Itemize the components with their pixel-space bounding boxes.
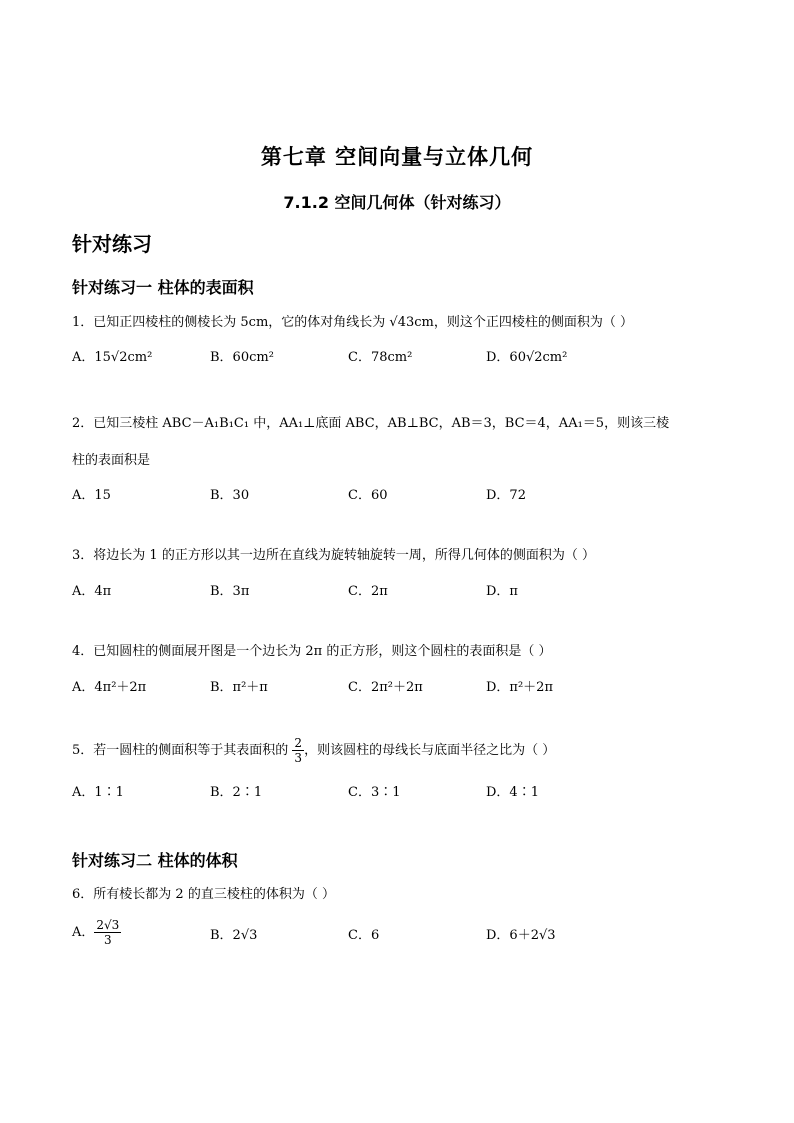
option-b: B．30 [210, 488, 250, 503]
option-a: A．15 [72, 488, 111, 503]
question-1-options [72, 346, 732, 368]
fraction-numerator: 2√3 [96, 918, 120, 932]
question-number: 2． [72, 416, 94, 431]
question-stem: 已知三棱柱 ABC－A₁B₁C₁ 中，AA₁⊥底面 ABC，AB⊥BC，AB＝3，BC＝4，AA₁＝5，则该三棱 [93, 416, 670, 431]
option-a: A．1∶1 [72, 785, 124, 800]
option-d: D．6＋2√3 [486, 928, 556, 943]
question-6-options [72, 918, 732, 954]
option-a: A．4π²＋2π [72, 680, 147, 695]
option-d: D．π [486, 584, 518, 599]
question-5-options [72, 781, 732, 803]
option-c: C．2π²＋2π [348, 680, 423, 695]
option-d: D．60√2cm² [486, 350, 568, 365]
option-c: C．60 [348, 488, 388, 503]
part2-heading: 针对练习二 柱体的体积 [72, 851, 238, 870]
option-b: B．3π [210, 584, 250, 599]
question-stem-start: 若一圆柱的侧面积等于其表面积的 [93, 743, 293, 758]
question-1 [72, 313, 732, 333]
option-c: C．3∶1 [348, 785, 401, 800]
fraction-denominator: 3 [294, 751, 303, 765]
question-number: 5． [72, 743, 94, 758]
question-3 [72, 546, 732, 566]
option-b: B．60cm² [210, 350, 274, 365]
option-a-fraction [94, 918, 121, 947]
question-stem-end: ，则该圆柱的母线长与底面半径之比为（ ） [304, 743, 556, 758]
part1-heading: 针对练习一 柱体的表面积 [72, 278, 254, 297]
question-stem: 所有棱长都为 2 的直三棱柱的体积为（ ） [93, 887, 335, 902]
fraction-two-thirds [292, 736, 304, 765]
option-b: B．π²＋π [210, 680, 268, 695]
question-2-options [72, 484, 732, 506]
option-a: A．15√2cm² [72, 350, 153, 365]
option-d: D．72 [486, 488, 526, 503]
question-stem-continued: 柱的表面积是 [72, 453, 151, 468]
question-5 [72, 736, 732, 765]
question-stem: 将边长为 1 的正方形以其一边所在直线为旋转轴旋转一周，所得几何体的侧面积为（ ） [93, 548, 595, 563]
question-number: 6． [72, 887, 94, 902]
question-stem: 已知正四棱柱的侧棱长为 5cm，它的体对角线长为 √43cm，则这个正四棱柱的侧面积为（ ） [93, 315, 633, 330]
question-3-options [72, 580, 732, 602]
option-a [72, 918, 121, 947]
question-number: 1． [72, 315, 94, 330]
question-number: 4． [72, 644, 94, 659]
option-c: C．6 [348, 928, 380, 943]
question-4 [72, 642, 732, 662]
question-stem: 已知圆柱的侧面展开图是一个边长为 2π 的正方形，则这个圆柱的表面积是（ ） [93, 644, 552, 659]
option-a-label: A． [72, 925, 95, 940]
option-a: A．4π [72, 584, 112, 599]
option-c: C．2π [348, 584, 388, 599]
option-b: B．2∶1 [210, 785, 263, 800]
question-2 [72, 414, 732, 471]
option-b: B．2√3 [210, 928, 258, 943]
question-4-options [72, 676, 732, 698]
chapter-title: 第七章 空间向量与立体几何 [260, 145, 534, 169]
lesson-subtitle: 7.1.2 空间几何体（针对练习） [283, 193, 511, 212]
question-number: 3． [72, 548, 94, 563]
option-c: C．78cm² [348, 350, 413, 365]
question-6 [72, 885, 732, 905]
option-d: D．π²＋2π [486, 680, 553, 695]
option-d: D．4∶1 [486, 785, 539, 800]
section-heading: 针对练习 [72, 232, 152, 256]
fraction-denominator: 3 [104, 933, 112, 947]
fraction-numerator: 2 [294, 736, 303, 750]
